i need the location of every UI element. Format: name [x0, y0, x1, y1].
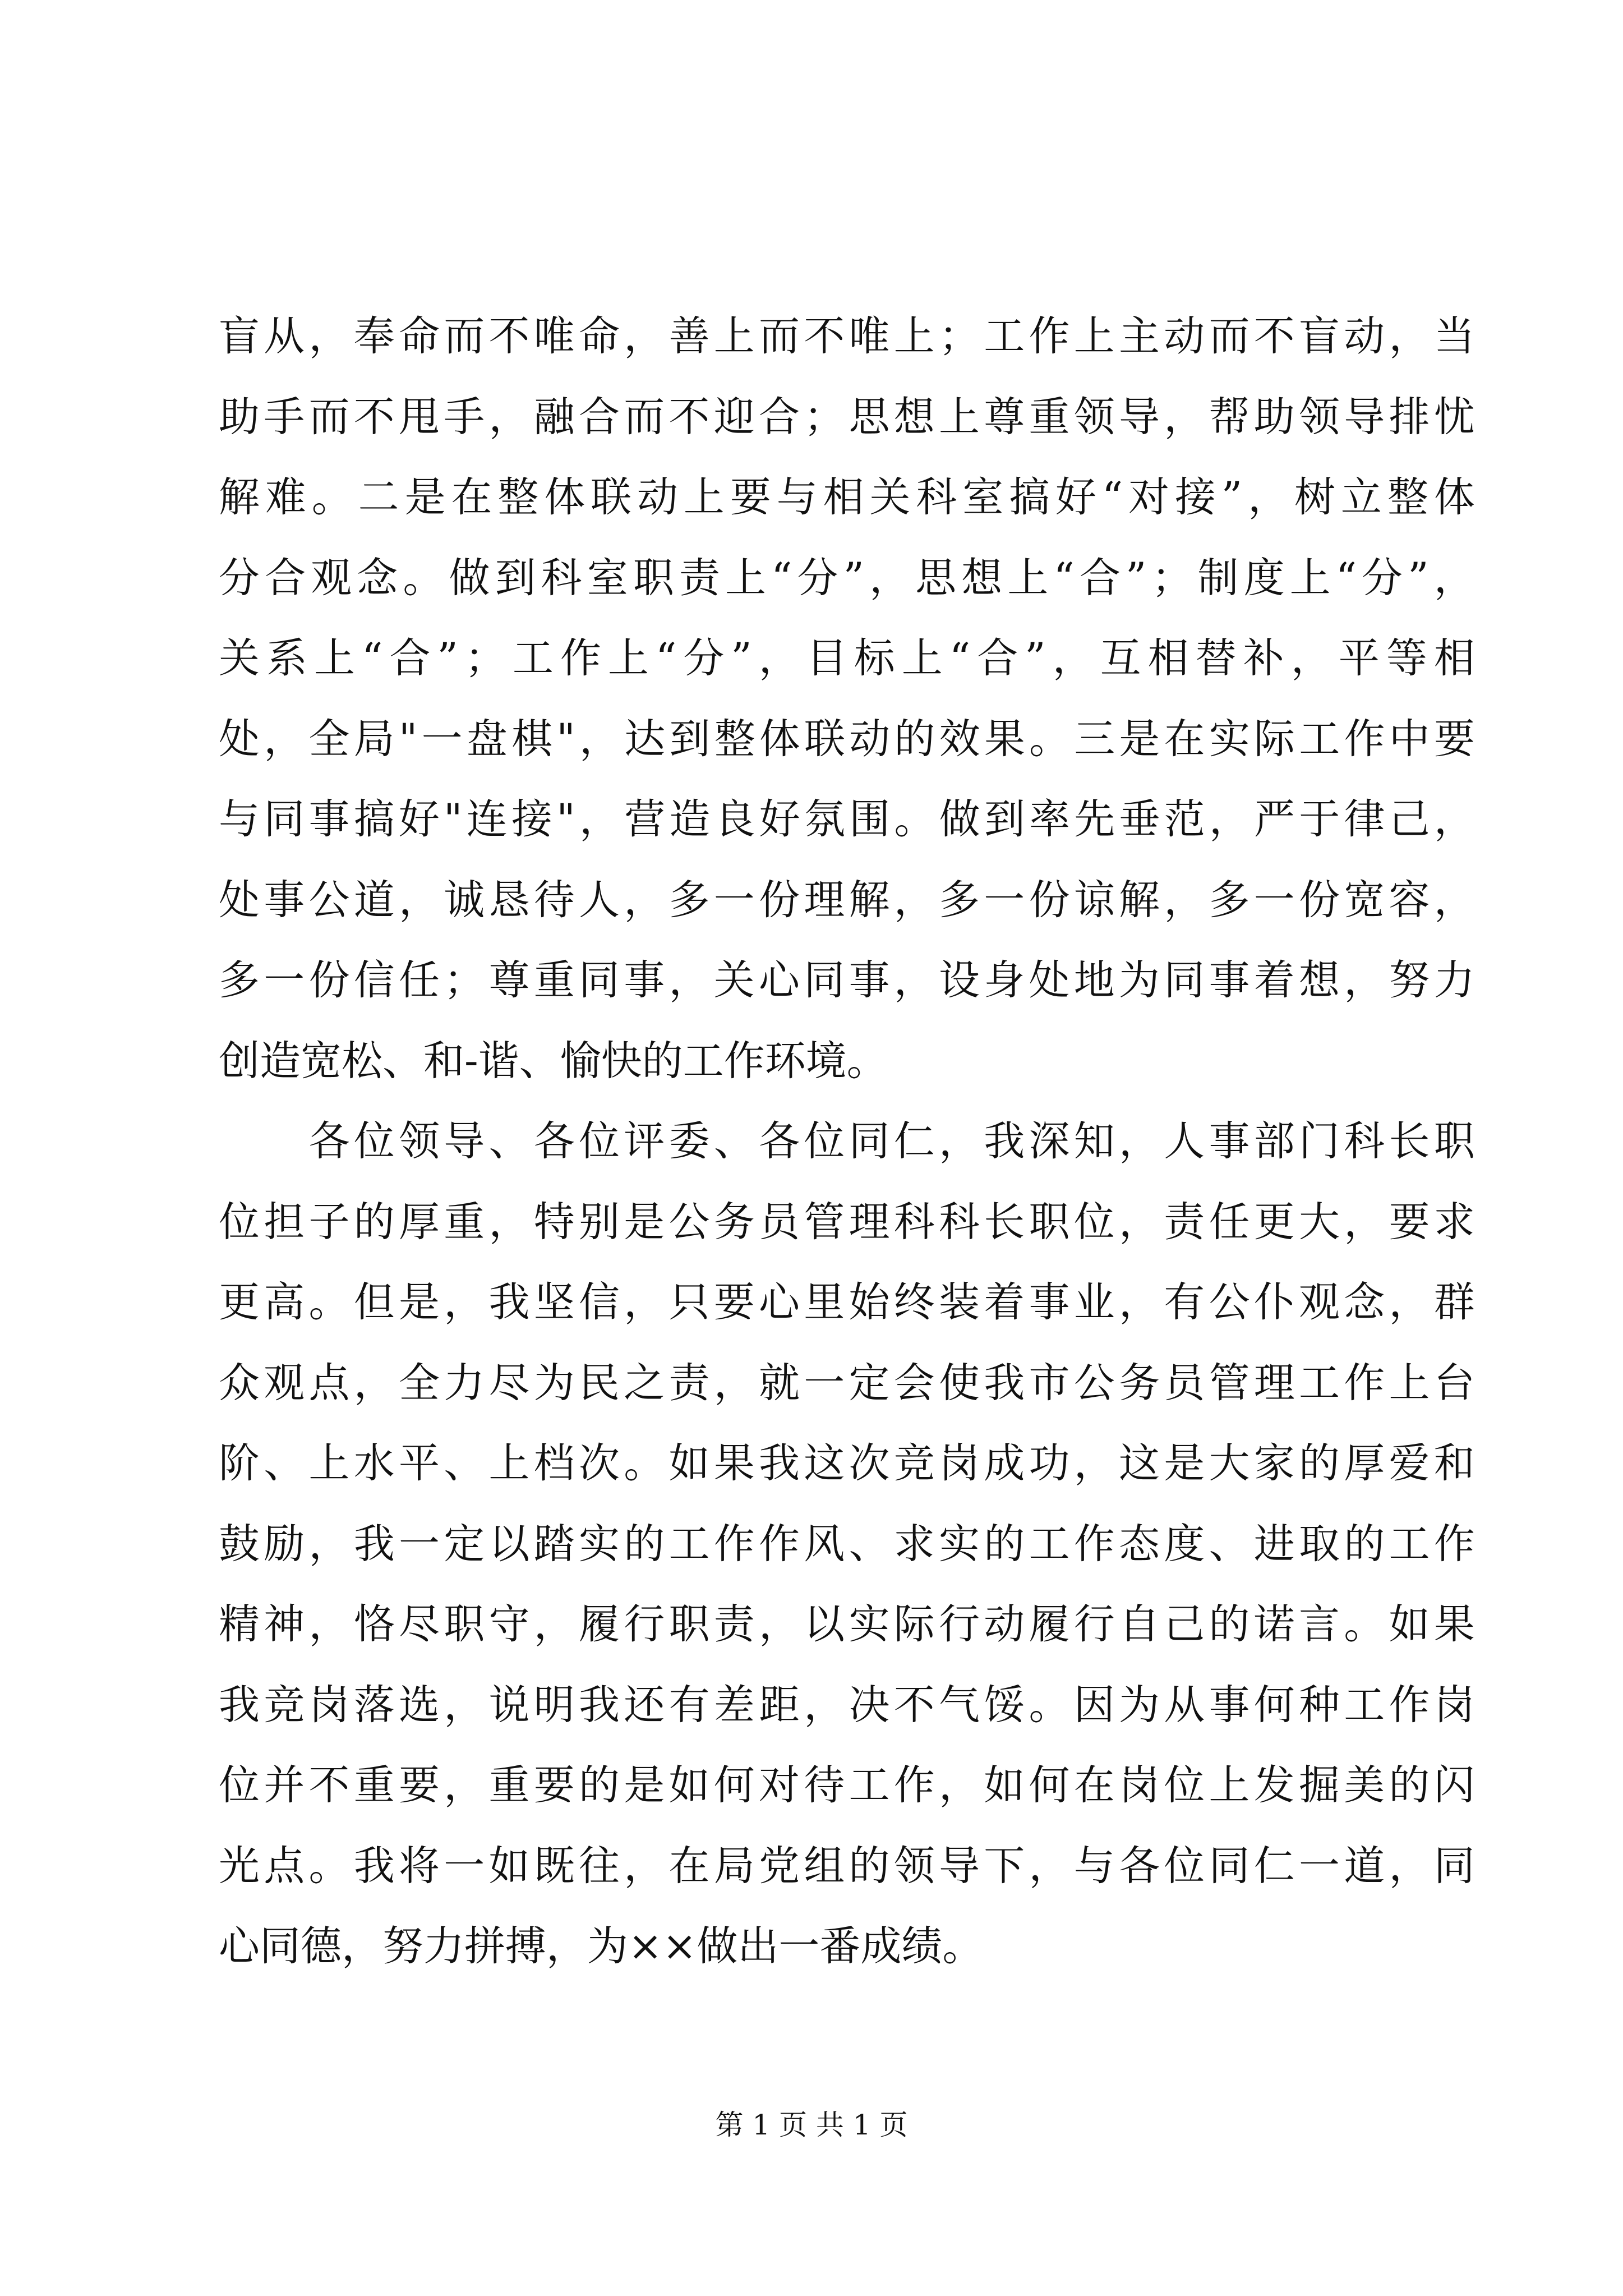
text-line: 精 神 ， 恪 尽 职 守 ， 履 行 职 责 ， 以 实 际 行 动 履 行 自 己 的 诺 言 。 如 果 — [219, 1600, 1475, 1648]
text-line: 解 难 。 二 是 在 整 体 联 动 上 要 与 相 关 科 室 搞 好 “ 对 接 ” ， 树 立 整 体 — [219, 473, 1475, 521]
document-body — [219, 296, 1475, 1987]
text-line: 鼓 励 ， 我 一 定 以 踏 实 的 工 作 作 风 、 求 实 的 工 作 态 度 、 进 取 的 工 作 — [219, 1520, 1475, 1568]
text-line: 我 竞 岗 落 选 ， 说 明 我 还 有 差 距 ， 决 不 气 馁 。 因 为 从 事 何 种 工 作 岗 — [219, 1681, 1475, 1729]
text-line: 更 高 。 但 是 ， 我 坚 信 ， 只 要 心 里 始 终 装 着 事 业 ， 有 公 仆 观 念 ， 群 — [219, 1278, 1475, 1326]
text-line: 各 位 领 导 、 各 位 评 委 、 各 位 同 仁 ， 我 深 知 ， 人 事 部 门 科 长 职 — [308, 1117, 1475, 1165]
text-line: 助 手 而 不 甩 手 ， 融 合 而 不 迎 合 ； 思 想 上 尊 重 领 导 ， 帮 助 领 导 排 忧 — [219, 393, 1475, 441]
text-line: 众 观 点 ， 全 力 尽 为 民 之 责 ， 就 一 定 会 使 我 市 公 务 员 管 理 工 作 上 台 — [219, 1359, 1475, 1407]
text-line: 多 一 份 信 任 ； 尊 重 同 事 ， 关 心 同 事 ， 设 身 处 地 为 同 事 着 想 ， 努 力 — [219, 956, 1475, 1004]
page-footer: 第 1 页 共 1 页 — [715, 2109, 908, 2141]
text-line: 心同德，努力拼搏，为××做出一番成绩。 — [219, 1922, 984, 1970]
text-line: 阶 、 上 水 平 、 上 档 次 。 如 果 我 这 次 竞 岗 成 功 ， 这 是 大 家 的 厚 爱 和 — [219, 1439, 1475, 1487]
text-line: 创造宽松、和-谐、愉快的工作环境。 — [219, 1037, 888, 1085]
text-line: 位 担 子 的 厚 重 ， 特 别 是 公 务 员 管 理 科 科 长 职 位 ， 责 任 更 大 ， 要 求 — [219, 1198, 1475, 1246]
text-line: 处 ， 全 局 " 一 盘 棋 " ， 达 到 整 体 联 动 的 效 果 。 三 是 在 实 际 工 作 中 要 — [219, 715, 1475, 763]
text-line: 盲 从 ， 奉 命 而 不 唯 命 ， 善 上 而 不 唯 上 ； 工 作 上 主 动 而 不 盲 动 ， 当 — [219, 312, 1475, 360]
text-line: 关 系 上 “ 合 ” ； 工 作 上 “ 分 ” ， 目 标 上 “ 合 ” ， 互 相 替 补 ， 平 等 相 — [219, 634, 1475, 682]
text-line: 分 合 观 念 。 做 到 科 室 职 责 上 “ 分 ” ， 思 想 上 “ 合 ” ； 制 度 上 “ 分 ” ， — [219, 554, 1475, 602]
text-line: 光 点 。 我 将 一 如 既 往 ， 在 局 党 组 的 领 导 下 ， 与 各 位 同 仁 一 道 ， 同 — [219, 1842, 1475, 1890]
text-line: 处 事 公 道 ， 诚 恳 待 人 ， 多 一 份 理 解 ， 多 一 份 谅 解 ， 多 一 份 宽 容 ， — [219, 876, 1475, 924]
text-line: 位 并 不 重 要 ， 重 要 的 是 如 何 对 待 工 作 ， 如 何 在 岗 位 上 发 掘 美 的 闪 — [219, 1761, 1475, 1809]
text-line: 与 同 事 搞 好 " 连 接 " ， 营 造 良 好 氛 围 。 做 到 率 先 垂 范 ， 严 于 律 己 ， — [219, 795, 1475, 843]
